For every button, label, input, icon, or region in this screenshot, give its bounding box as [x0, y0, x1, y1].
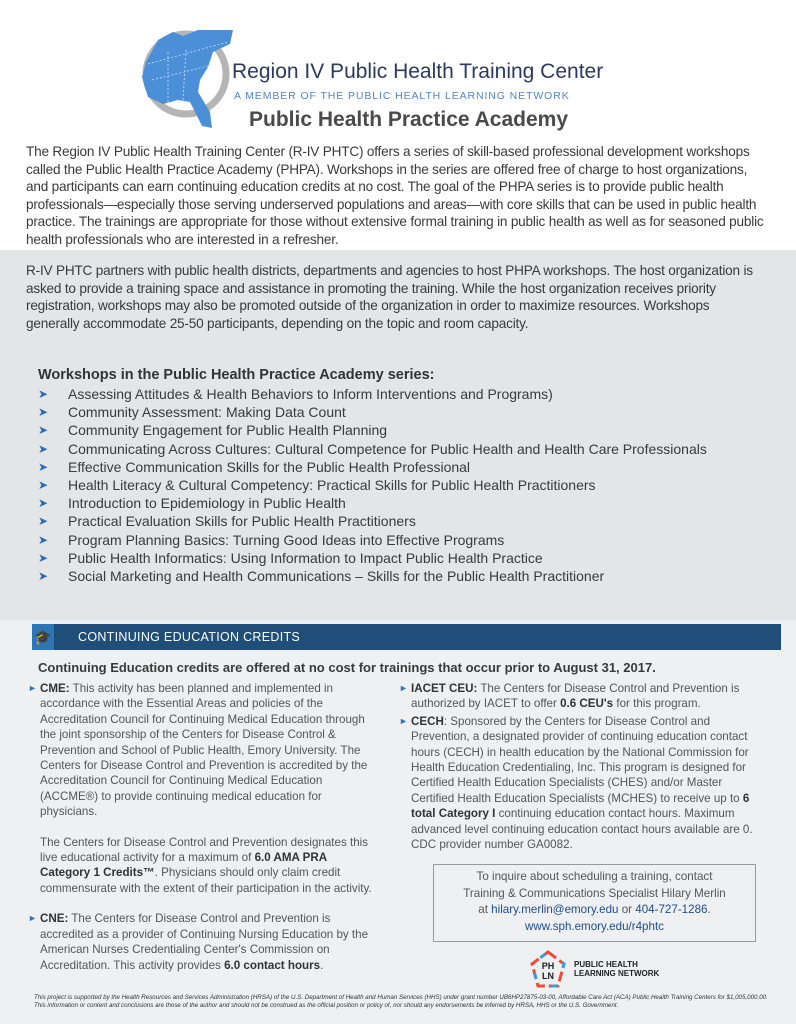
- phone-link[interactable]: 404-727-1286: [635, 903, 708, 916]
- list-item: ➤ Public Health Informatics: Using Information to Impact Public Health Practice: [38, 549, 543, 566]
- triangle-bullet-icon: ►: [28, 913, 37, 924]
- member-line: A MEMBER OF THE PUBLIC HEALTH LEARNING NETWORK: [234, 90, 570, 102]
- arrow-right-icon: ➤: [38, 441, 49, 456]
- svg-text:PH: PH: [541, 961, 555, 971]
- funding-disclaimer: This project is supported by the Health Resources and Services Administration (HRSA) of the U.S. Department of Health and Human Services (HHS) under grant number UB6HP27875-03-00, Affordable Care Act (ACA) Public Health Training Centers for $1,005,000.00. This information or content and conclusions are those of the author and should not be construed as the official position or policy of, nor should any endorsements be inferred by HRSA, HHS or the U.S. Government.: [34, 994, 768, 1009]
- arrow-right-icon: ➤: [38, 514, 49, 529]
- contact-box: To inquire about scheduling a training, contact Training & Communications Specialist Hilary Merlin at hilary.merlin@emory.edu or 404-727-1286. www.sph.emory.edu/r4phtc: [433, 864, 756, 942]
- intro-paragraph-2: R-IV PHTC partners with public health districts, departments and agencies to host PHPA workshops. The host organization is asked to provide a training space and assistance in promoting the training. While the host organization receives priority registration, workshops may also be promoted outside of the organization in order to maximize resources. Workshops generally accommodate 25-50 participants, depending on the topic and room capacity.: [26, 263, 753, 331]
- phln-star-icon: [530, 950, 566, 988]
- list-item: ➤ Effective Communication Skills for the Public Health Professional: [38, 458, 471, 475]
- email-link[interactable]: hilary.merlin@emory.edu: [491, 903, 619, 916]
- arrow-right-icon: ➤: [38, 532, 49, 547]
- arrow-right-icon: ➤: [38, 387, 49, 401]
- list-item: ➤ Program Planning Basics: Turning Good Ideas into Effective Programs: [38, 531, 505, 548]
- ce-right-column: [399, 681, 761, 867]
- arrow-right-icon: ➤: [38, 423, 49, 438]
- ce-banner: [32, 624, 781, 650]
- website-link[interactable]: www.sph.emory.edu/r4phtc: [525, 919, 664, 933]
- academy-title: Public Health Practice Academy: [249, 108, 569, 131]
- cne-item: ► CNE: The Centers for Disease Control and Prevention is accredited as a provider of Continuing Nursing Education by the American Nurses Credentialing Center's Commission on Accreditation. This activity provides 6.0 contact hours.: [28, 912, 369, 972]
- list-item: ➤ Introduction to Epidemiology in Public Health: [38, 495, 346, 512]
- ce-banner-label: CONTINUING EDUCATION CREDITS: [78, 630, 301, 644]
- arrow-right-icon: ➤: [38, 568, 49, 583]
- phln-logo: PH LN PUBLIC HEALTH LEARNING NETWORK: [530, 950, 659, 988]
- cme-credits: The Centers for Disease Control and Prevention designates this live educational activity for a maximum of 6.0 AMA PRA Category 1 Credits™. Physicians should only claim credit commensurate with the extent of their participation in the activity.: [40, 835, 372, 895]
- list-item: ➤ Assessing Attitudes & Health Behaviors to Inform Interventions and Programs): [38, 386, 553, 402]
- arrow-right-icon: ➤: [38, 477, 49, 492]
- graduation-cap-icon: 🎓: [32, 624, 54, 650]
- iacet-item: ► IACET CEU: The Centers for Disease Control and Prevention is authorized by IACET to offer 0.6 CEU's for this program.: [399, 682, 740, 711]
- triangle-bullet-icon: ►: [399, 715, 408, 726]
- cech-item: ► CECH: Sponsored by the Centers for Disease Control and Prevention, a designated provider of continuing education contact hours (CECH) in health education by the National Commission for Health Education Credentialing, Inc. This program is designed for Certified Health Education Specialists (CHES) and/or Master Certified Health Education Specialists (MCHES) to receive up to 6 total Category I continuing education contact hours. Maximum advanced level continuing education contact hours available are 0. CDC provider number GA0082.: [399, 714, 753, 852]
- org-name: Region IV Public Health Training Center: [232, 60, 604, 83]
- triangle-bullet-icon: ►: [28, 683, 37, 693]
- ce-left-column: [28, 681, 372, 988]
- list-item: ➤ Health Literacy & Cultural Competency: Practical Skills for Public Health Practitioners: [38, 476, 596, 493]
- arrow-right-icon: ➤: [38, 496, 49, 511]
- list-item: ➤ Practical Evaluation Skills for Public Health Practitioners: [38, 513, 416, 530]
- list-item: ➤ Community Engagement for Public Health Planning: [38, 422, 388, 439]
- workshop-list: [38, 385, 707, 585]
- list-item: ➤ Communicating Across Cultures: Cultural Competence for Public Health and Health Care Professionals: [38, 440, 707, 457]
- triangle-bullet-icon: ►: [399, 683, 408, 693]
- cme-item: ► CME: This activity has been planned and implemented in accordance with the Essential Areas and policies of the Accreditation Council for Continuing Medical Education through the joint sponsorship of the Centers for Disease Control & Prevention and School of Public Health, Emory University. The Centers for Disease Control and Prevention is accredited by the Accreditation Council for Continuing Medical Education (ACCME®) to provide continuing medical education for physicians.: [28, 682, 368, 819]
- svg-text:LN: LN: [542, 971, 554, 981]
- arrow-right-icon: ➤: [38, 405, 49, 420]
- list-item: ➤ Community Assessment: Making Data Count: [38, 404, 346, 421]
- ce-note: Continuing Education credits are offered at no cost for trainings that occur prior to August 31, 2017.: [38, 660, 656, 675]
- intro-paragraph-1: The Region IV Public Health Training Center (R-IV PHTC) offers a series of skill-based professional development workshops called the Public Health Practice Academy (PHPA). Workshops in the series are offered free of charge to host organizations, and participants can earn continuing education credits at no cost. The goal of the PHPA series is to provide public health professionals—especially those serving underserved populations and areas—with core skills that can be used in public health practice. The trainings are appropriate for those without extensive formal training in public health as well as for seasoned public health professionals who are interested in a refresher.: [26, 144, 764, 247]
- list-item: ➤ Social Marketing and Health Communications – Skills for the Public Health Practitioner: [38, 567, 605, 584]
- workshops-heading: Workshops in the Public Health Practice Academy series:: [38, 367, 435, 383]
- arrow-right-icon: ➤: [38, 550, 49, 565]
- arrow-right-icon: ➤: [38, 459, 49, 474]
